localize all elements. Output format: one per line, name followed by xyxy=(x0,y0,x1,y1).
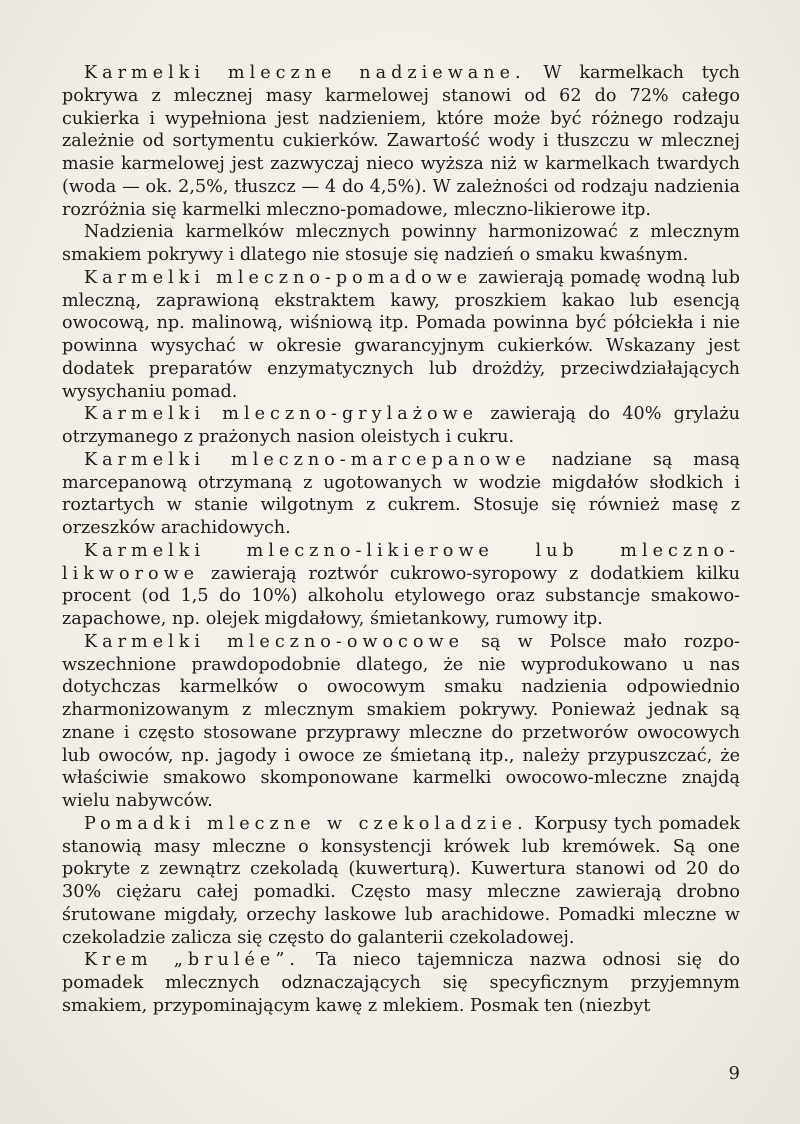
paragraph-lead: Karmelki mleczne nadziewane. xyxy=(84,63,526,83)
paragraph-body: zawierają pomadę wodną lub mleczną, zaprawioną ekstraktem kawy, proszkiem kakao lub esencją owocową, np. malinową, wiśniową itp. Pomada powinna być półciekła i nie powinna wysychać w okresie gwarancyjnym cukierków. Wskazany jest dodatek preparatów enzymatycznych lub drożdży, przeciwdziałających wysychaniu pomad. xyxy=(62,267,740,402)
paragraph-lead: Krem „brulée”. xyxy=(84,950,300,971)
paragraph-lead: Pomadki mleczne w czekoladzie. xyxy=(84,813,528,834)
paragraph-nadzienia xyxy=(62,221,740,267)
paragraph-body: Nadzienia karmelków mlecznych powinny harmonizować z mlecznym smakiem pokrywy i dlatego nie stosuje się nadzień o smaku kwaśnym. xyxy=(62,222,740,265)
paragraph-lead: Karmelki mleczno-likierowe lub mleczno-likworowe xyxy=(62,540,740,584)
paragraph-karmelki-nadziewane xyxy=(62,62,740,221)
paragraph-body: Ta nieco tajemnicza nazwa odnosi się do pomadek mlecznych odznaczających się specyficznym przyjemnym smakiem, przypominającym kawę z mlekiem. Posmak ten (niezbyt xyxy=(62,950,740,1016)
paragraph-krem-brulee xyxy=(62,949,740,1017)
paragraph-pomadki-w-czekoladzie xyxy=(62,813,740,950)
paragraph-lead: Karmelki mleczno-grylażowe xyxy=(84,404,479,425)
paragraph-body: nadziane są masą marcepanową otrzymaną z ugotowanych w wodzie migdałów słodkich i roztartych w stanie wilgotnym z cukrem. Stosuje się również masę z orzeszków arachidowych. xyxy=(62,449,740,538)
paragraph-body: są w Polsce mało rozpowszechnione prawdopodobnie dlatego, że nie wyprodukowano u nas dotychczas karmelków o owocowym smaku nadzienia odpowiednio zharmonizowanym z mlecznym smakiem pokrywy. Ponieważ jednak są znane i często stosowane przyprawy mleczne do przetworów owocowych lub owoców, np. jagody i owoce ze śmietaną itp., należy przypuszczać, że właściwie smakowo skomponowane karmelki owocowo-mleczne znajdą wielu nabywców. xyxy=(62,631,740,811)
body-text xyxy=(62,62,740,1018)
paragraph-mleczno-marcepanowe xyxy=(62,449,740,540)
paragraph-mleczno-likierowe xyxy=(62,540,740,631)
paragraph-body: W karmelkach tych pokrywa z mlecznej masy karmelowej stanowi od 62 do 72% całego cukierka i wypełniona jest nadzieniem, które może być różnego rodzaju zależnie od sortymentu cukierków. Zawartość wody i tłuszczu w mlecznej masie karmelowej jest zazwyczaj nieco wyższa niż w karmelkach twardych (woda — ok. 2,5%, tłuszcz — 4 do 4,5%). W zależności od rodzaju nadzienia rozróżnia się karmelki mleczno-pomadowe, mleczno-likierowe itp. xyxy=(62,63,740,220)
paragraph-lead: Karmelki mleczno-owocowe xyxy=(84,631,464,652)
paragraph-body: zawierają do 40% grylażu otrzymanego z prażonych nasion oleistych i cukru. xyxy=(62,404,741,447)
page-number: 9 xyxy=(728,1063,740,1084)
paragraph-body: zawierają roztwór cukrowo-syropowy z dodatkiem kilku procent (od 1,5 do 10%) alkoholu etylowego oraz substancje smakowo-zapachowe, np. olejek migdałowy, śmietankowy, rumowy itp. xyxy=(62,563,740,629)
paragraph-mleczno-grylazowe xyxy=(62,403,740,449)
paragraph-mleczno-pomadowe xyxy=(62,267,740,404)
paragraph-lead: Karmelki mleczno-marcepanowe xyxy=(84,449,531,470)
paragraph-lead: Karmelki mleczno-pomadowe xyxy=(84,267,473,288)
paragraph-body: Korpusy tych pomadek stanowią masy mleczne o konsystencji krówek lub kremówek. Są one pokryte z zewnątrz czekoladą (kuwerturą). Kuwertura stanowi od 20 do 30% ciężaru całej pomadki. Często masy mleczne zawierają drobno śrutowane migdały, orzechy laskowe lub arachidowe. Pomadki mleczne w czekoladzie zalicza się często do galanterii czekoladowej. xyxy=(62,813,740,948)
paragraph-mleczno-owocowe xyxy=(62,631,740,813)
